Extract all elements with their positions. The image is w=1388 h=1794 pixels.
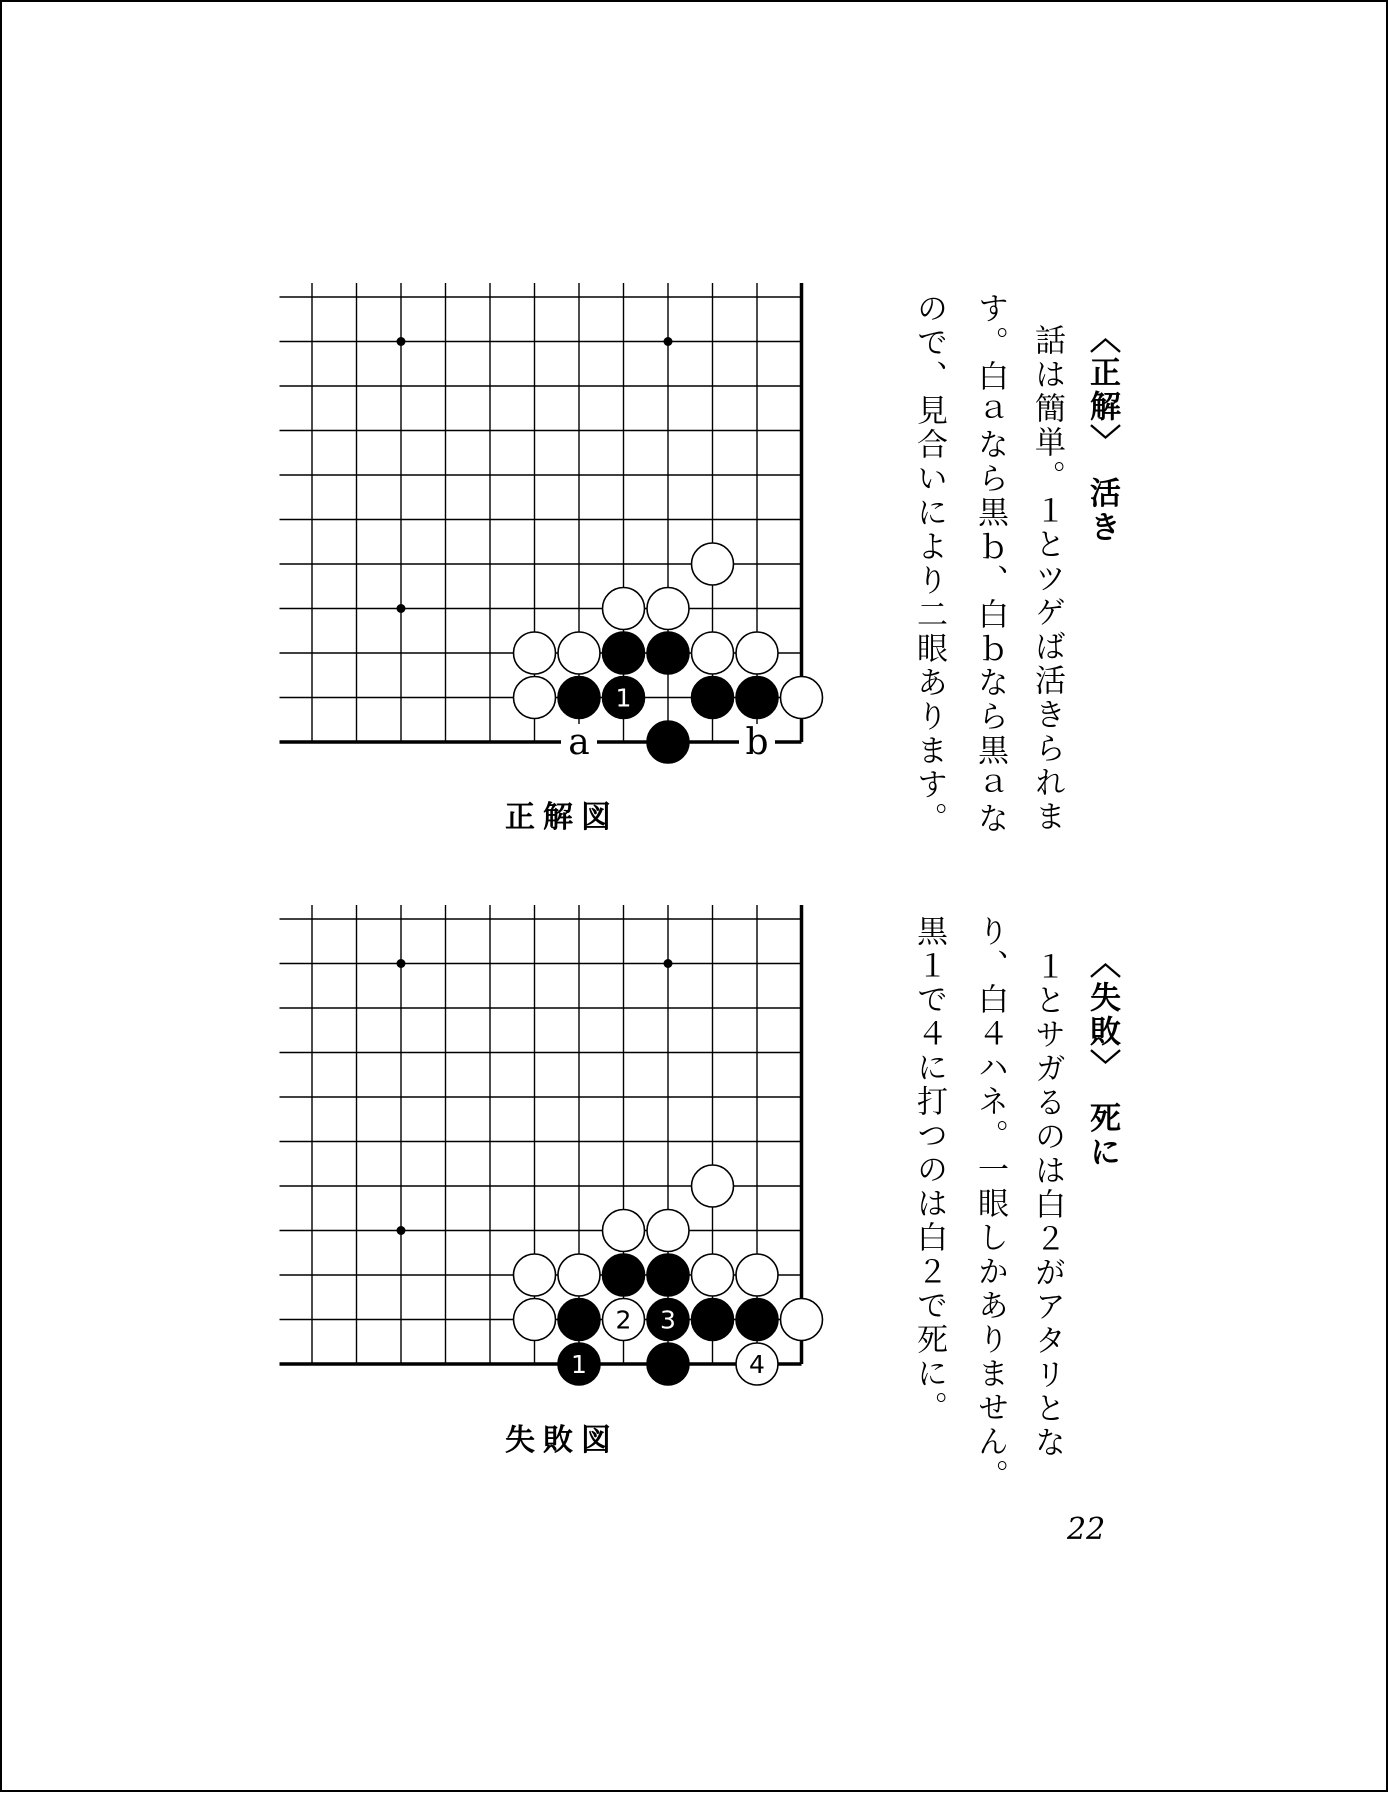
white-stone — [647, 1210, 689, 1252]
white-stone-disc — [558, 1254, 600, 1296]
move-number: 4 — [749, 1350, 765, 1379]
section-heading-correct: 〈正解〉 活き — [1084, 322, 1120, 545]
white-stone — [781, 1299, 823, 1341]
white-stone-disc — [692, 1165, 734, 1207]
text-line: 話は簡単。１とツゲば活きられま — [1029, 324, 1065, 834]
white-stone-disc — [781, 1299, 823, 1341]
page-number: 22 — [1067, 1512, 1106, 1547]
text-line: １とサガるのは白２がアタリとな — [1029, 950, 1065, 1460]
black-stone-disc — [692, 1299, 734, 1341]
white-stone-disc — [647, 1210, 689, 1252]
move-number: 3 — [660, 1305, 676, 1335]
text-line: ので、見合いにより二眼あります。 — [911, 292, 947, 836]
white-stone-disc — [514, 1254, 556, 1296]
text-line: 黒１で４に打つのは白２で死に。 — [911, 915, 947, 1425]
black-stone — [736, 1299, 778, 1341]
move-number: 1 — [615, 683, 632, 713]
black-stone — [647, 1343, 689, 1385]
white-stone — [514, 1299, 556, 1341]
black-stone-disc — [647, 1343, 689, 1385]
black-stone — [647, 1254, 689, 1296]
white-stone — [692, 1254, 734, 1296]
star-point — [664, 959, 673, 968]
white-stone — [514, 1254, 556, 1296]
star-point — [397, 959, 406, 968]
black-stone — [558, 1299, 600, 1341]
white-stone — [736, 1343, 778, 1385]
white-stone-disc — [514, 1299, 556, 1341]
point-letter-a: a — [568, 722, 590, 763]
move-number: 1 — [571, 1350, 587, 1379]
section-heading-failure: 〈失敗〉 死に — [1084, 947, 1120, 1170]
white-stone-disc — [603, 1210, 645, 1252]
white-stone — [736, 1254, 778, 1296]
white-stone — [603, 1299, 645, 1341]
black-stone — [603, 1254, 645, 1296]
black-stone — [692, 1299, 734, 1341]
black-stone-disc — [647, 1254, 689, 1296]
black-stone-disc — [603, 1254, 645, 1296]
white-stone — [558, 1254, 600, 1296]
diagram-caption-failure: 失敗図 — [505, 1423, 619, 1458]
black-stone — [647, 1299, 689, 1341]
move-number: 2 — [615, 1305, 632, 1335]
white-stone — [692, 1165, 734, 1207]
star-point — [397, 1226, 406, 1235]
go-diagram-failure — [2, 2, 1388, 1794]
white-stone-disc — [736, 1254, 778, 1296]
black-stone — [558, 1343, 600, 1385]
diagram-caption-correct: 正解図 — [505, 800, 619, 835]
point-letter-b: b — [745, 722, 769, 763]
text-line: す。白ａなら黒ｂ、白ｂなら黒ａな — [972, 292, 1008, 836]
black-stone-disc — [558, 1299, 600, 1341]
white-stone-disc — [692, 1254, 734, 1296]
white-stone — [603, 1210, 645, 1252]
text-line: り、白４ハネ。一眼しかありません。 — [972, 915, 1008, 1493]
black-stone-disc — [736, 1299, 778, 1341]
